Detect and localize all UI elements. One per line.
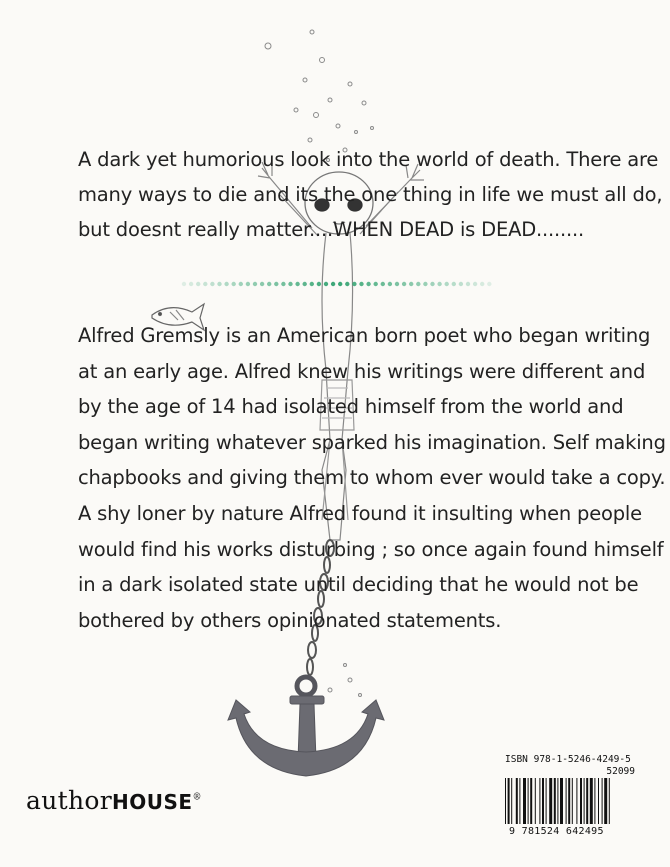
barcode-bar	[568, 778, 570, 824]
divider-dot	[466, 282, 470, 286]
barcode-bar	[560, 778, 563, 824]
divider-dot	[480, 282, 484, 286]
divider-dot	[409, 282, 413, 286]
divider-dot	[402, 282, 406, 286]
barcode-bar	[516, 778, 518, 824]
divider-dot	[274, 282, 278, 286]
divider-dot	[317, 282, 321, 286]
divider-dot	[217, 282, 221, 286]
barcode-bar	[539, 778, 540, 824]
bio-line: began writing whatever sparked his imagination. Self making	[78, 430, 666, 454]
bio-line: Alfred Gremsly is an American born poet who began writing	[78, 324, 651, 347]
bio-line: A shy loner by nature Alfred found it insulting when people	[78, 501, 642, 525]
divider-dot	[416, 282, 420, 286]
divider-dot	[423, 282, 427, 286]
blurb-line: A dark yet humorious look into the world of death. There are	[78, 148, 659, 171]
divider-dot	[310, 282, 314, 286]
divider-dot	[210, 282, 214, 286]
barcode-bar	[576, 778, 577, 824]
author-bio	[78, 318, 666, 638]
divider-dot	[359, 282, 363, 286]
divider-dot	[295, 282, 299, 286]
bio-line: chapbooks and giving them to whom ever would take a copy.	[78, 466, 666, 490]
divider-dot	[267, 282, 271, 286]
divider-dot	[338, 282, 342, 286]
bio-line: would find his works disturbing ; so once again found himself	[78, 537, 664, 561]
barcode-bar	[602, 778, 603, 824]
barcode-bar	[604, 778, 607, 824]
barcode-bar	[572, 778, 573, 824]
divider-dot	[331, 282, 335, 286]
divider-dot	[253, 282, 257, 286]
barcode-bar	[508, 778, 510, 824]
bio-line: bothered by others opinionated statements.	[78, 608, 502, 632]
divider-dot	[288, 282, 292, 286]
publisher-logo	[26, 786, 202, 815]
barcode-bar	[505, 778, 506, 824]
divider-dot	[324, 282, 328, 286]
barcode-bar	[554, 778, 556, 824]
barcode-bar	[546, 778, 547, 824]
dotted-divider	[180, 279, 495, 289]
barcode-bar	[609, 778, 610, 824]
divider-dot	[374, 282, 378, 286]
barcode-bar	[528, 778, 529, 824]
divider-dot	[430, 282, 434, 286]
divider-dot	[232, 282, 236, 286]
barcode-bar	[519, 778, 520, 824]
isbn-barcode	[503, 754, 641, 840]
divider-dot	[452, 282, 456, 286]
divider-dot	[246, 282, 250, 286]
barcode-bar	[557, 778, 558, 824]
divider-dot	[203, 282, 207, 286]
divider-dot	[381, 282, 385, 286]
bio-line: in a dark isolated state until deciding that he would not be	[78, 573, 639, 597]
divider-dot	[189, 282, 193, 286]
barcode-bar	[584, 778, 585, 824]
divider-dot	[437, 282, 441, 286]
divider-dot	[445, 282, 449, 286]
bio-line: at an early age. Alfred knew his writings were different and	[78, 359, 646, 383]
barcode-bar	[523, 778, 526, 824]
divider-dot	[366, 282, 370, 286]
blurb-line: many ways to die and its the one thing in life we must all do,	[78, 183, 663, 206]
price-code: 52099	[606, 766, 635, 777]
divider-dot	[345, 282, 349, 286]
divider-dot	[239, 282, 243, 286]
blurb-line: but doesnt really matter....WHEN DEAD is DEAD........	[78, 218, 585, 241]
divider-dot	[196, 282, 200, 286]
barcode-bar	[590, 778, 593, 824]
barcode-bar	[598, 778, 599, 824]
divider-dot	[352, 282, 356, 286]
divider-dot	[459, 282, 463, 286]
ean-digits: 9 781524 642495	[509, 826, 604, 837]
divider-dot	[224, 282, 228, 286]
barcode-bar	[566, 778, 567, 824]
barcode-bar	[530, 778, 532, 824]
barcode-bar	[580, 778, 582, 824]
barcode-bar	[542, 778, 544, 824]
divider-dot	[473, 282, 477, 286]
registered-mark: ®	[192, 792, 202, 803]
divider-dot	[182, 282, 186, 286]
barcode-bar	[594, 778, 595, 824]
publisher-name-part2: HOUSE	[111, 790, 193, 814]
barcode-bar	[511, 778, 512, 824]
barcode-bar	[549, 778, 552, 824]
divider-dot	[395, 282, 399, 286]
divider-dot	[303, 282, 307, 286]
divider-dot	[260, 282, 264, 286]
divider-dot	[487, 282, 491, 286]
barcode-bars	[505, 778, 641, 826]
divider-dot	[281, 282, 285, 286]
isbn-label: ISBN 978-1-5246-4249-5	[505, 754, 631, 765]
barcode-bar	[586, 778, 588, 824]
anchor-icon	[228, 677, 384, 776]
bio-line: by the age of 14 had isolated himself from the world and	[78, 395, 624, 419]
divider-dot	[388, 282, 392, 286]
book-blurb	[78, 142, 663, 247]
barcode-bar	[535, 778, 536, 824]
publisher-name-part1: author	[26, 786, 112, 815]
